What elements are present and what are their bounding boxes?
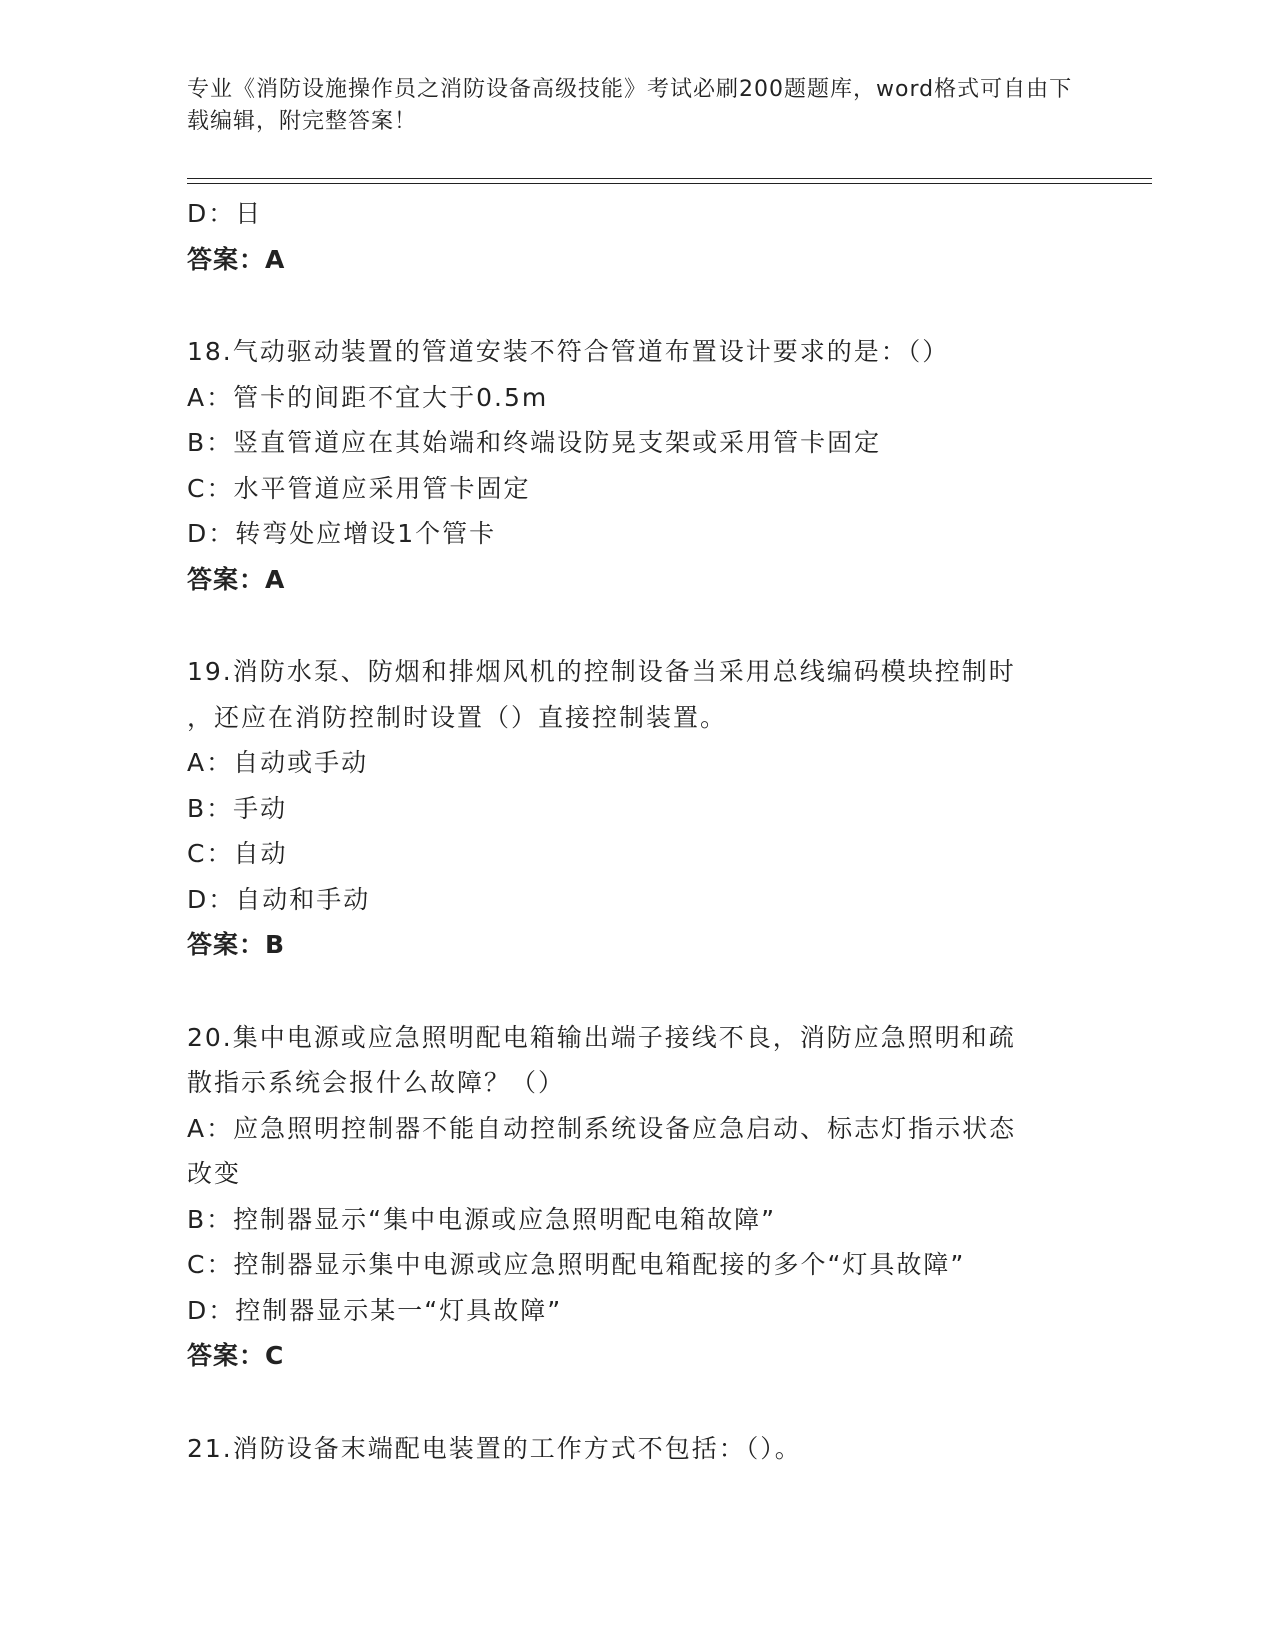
q20-option-a-line-1: A：应急照明控制器不能自动控制系统设备应急启动、标志灯指示状态 <box>187 1113 1017 1143</box>
q18-option-d: D：转弯处应增设1个管卡 <box>187 519 497 548</box>
q19-stem-line-2: ，还应在消防控制时设置（）直接控制装置。 <box>187 702 728 732</box>
q19-option-a: A：自动或手动 <box>187 748 369 777</box>
q19-answer: 答案：B <box>187 930 286 959</box>
page-header: 专业《消防设施操作员之消防设备高级技能》考试必刷200题题库，word格式可自由下载编辑，附完整答案！ <box>187 77 1073 134</box>
q21-stem: 21.消防设备末端配电装置的工作方式不包括：（）。 <box>187 1433 802 1463</box>
q18-option-b: B：竖直管道应在其始端和终端设防晃支架或采用管卡固定 <box>187 428 882 457</box>
q19-option-c: C：自动 <box>187 839 288 868</box>
q18-option-a: A：管卡的间距不宜大于0.5m <box>187 382 549 412</box>
q18-option-c: C：水平管道应采用管卡固定 <box>187 473 531 503</box>
q19-stem-line-1: 19.消防水泵、防烟和排烟风机的控制设备当采用总线编码模块控制时 <box>187 657 1016 686</box>
q19-option-b: B：手动 <box>187 793 288 823</box>
header-divider-top <box>187 178 1152 179</box>
q20-answer: 答案：C <box>187 1341 285 1370</box>
question-list <box>187 191 1087 1471</box>
q18-answer: 答案：A <box>187 564 286 594</box>
q20-option-b: B：控制器显示“集中电源或应急照明配电箱故障” <box>187 1204 777 1234</box>
q20-option-d: D：控制器显示某一“灯具故障” <box>187 1295 563 1325</box>
q17-option-d: D：日 <box>187 199 263 228</box>
q20-option-a-line-2: 改变 <box>187 1159 242 1188</box>
q20-stem-line-1: 20.集中电源或应急照明配电箱输出端子接线不良，消防应急照明和疏 <box>187 1022 1016 1052</box>
q19-option-d: D：自动和手动 <box>187 884 371 914</box>
q20-stem-line-2: 散指示系统会报什么故障？（） <box>187 1068 566 1097</box>
header-divider-bottom <box>187 183 1152 184</box>
q17-answer: 答案：A <box>187 244 286 274</box>
q20-option-c: C：控制器显示集中电源或应急照明配电箱配接的多个“灯具故障” <box>187 1250 966 1279</box>
q18-stem: 18.气动驱动装置的管道安装不符合管道布置设计要求的是：（） <box>187 337 950 366</box>
